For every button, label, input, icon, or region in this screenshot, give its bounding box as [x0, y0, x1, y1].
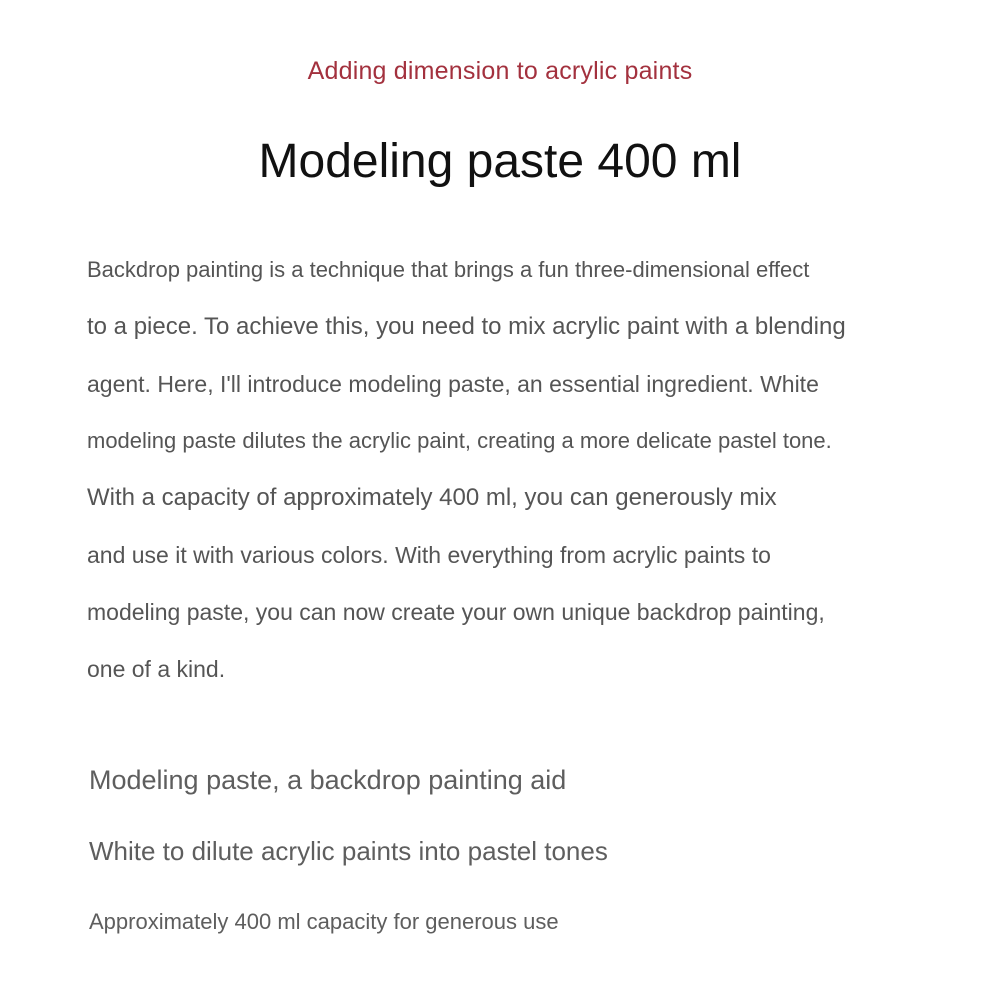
description-line: agent. Here, I'll introduce modeling paste, an essential ingredient. White	[87, 371, 819, 397]
description-line: modeling paste dilutes the acrylic paint, creating a more delicate pastel tone.	[87, 428, 832, 453]
description-line: to a piece. To achieve this, you need to mix acrylic paint with a blending	[87, 313, 846, 340]
description-line: and use it with various colors. With everything from acrylic paints to	[87, 542, 771, 568]
product-description	[87, 250, 927, 706]
section-eyebrow: Adding dimension to acrylic paints	[307, 57, 693, 85]
description-line: With a capacity of approximately 400 ml, you can generously mix	[87, 484, 777, 511]
description-line: modeling paste, you can now create your own unique backdrop painting,	[87, 599, 825, 625]
feature-item: White to dilute acrylic paints into pastel tones	[89, 836, 608, 866]
feature-item: Modeling paste, a backdrop painting aid	[89, 765, 567, 795]
feature-list	[89, 758, 949, 944]
product-title: Modeling paste 400 ml	[258, 135, 742, 188]
description-line: Backdrop painting is a technique that brings a fun three-dimensional effect	[87, 257, 810, 282]
description-line: one of a kind.	[87, 656, 226, 682]
feature-item: Approximately 400 ml capacity for generous use	[89, 909, 559, 934]
